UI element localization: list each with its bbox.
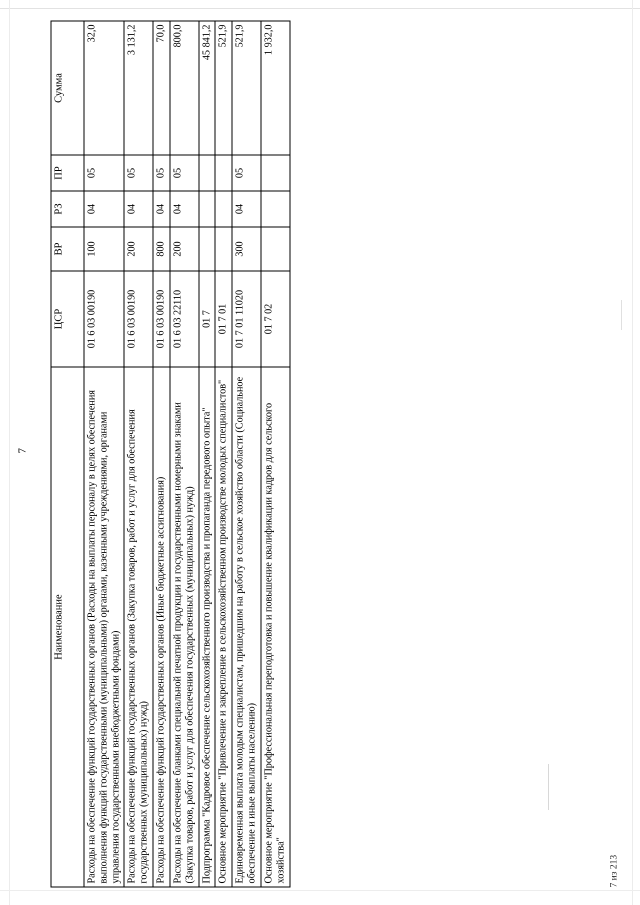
column-header-name: Наименование bbox=[51, 367, 84, 887]
table-row bbox=[153, 21, 170, 887]
column-header-csr: ЦСР bbox=[51, 271, 84, 367]
cell-pr bbox=[260, 155, 289, 191]
table-row bbox=[124, 21, 153, 887]
table-header-row bbox=[51, 21, 84, 887]
cell-sum: 521,9 bbox=[232, 21, 261, 155]
table-header bbox=[51, 21, 84, 887]
table-body bbox=[84, 21, 290, 887]
cell-vr bbox=[260, 227, 289, 271]
cell-csr: 01 7 bbox=[198, 271, 215, 367]
column-header-rz: РЗ bbox=[51, 191, 84, 227]
cell-name: Основное мероприятие "Привлечение и закрепление в сельскохозяйственном производстве молодых специалистов" bbox=[215, 367, 232, 887]
cell-pr: 05 bbox=[153, 155, 170, 191]
table-row bbox=[260, 21, 289, 887]
cell-vr: 800 bbox=[153, 227, 170, 271]
cell-vr: 300 bbox=[232, 227, 261, 271]
cell-rz: 04 bbox=[169, 191, 198, 227]
column-header-vr: ВР bbox=[51, 227, 84, 271]
cell-name: Расходы на обеспечение функций государственных органов (Закупка товаров, работ и услуг для обеспечения государственных (муниципальных) нужд) bbox=[124, 367, 153, 887]
cell-name: Подпрограмма "Кадровое обеспечение сельскохозяйственного производства и пропаганда передового опыта" bbox=[198, 367, 215, 887]
cell-vr: 200 bbox=[169, 227, 198, 271]
cell-sum: 32,0 bbox=[84, 21, 124, 155]
cell-csr: 01 6 03 00190 bbox=[124, 271, 153, 367]
cell-sum: 521,9 bbox=[215, 21, 232, 155]
cell-name: Расходы на обеспечение функций государственных органов (Иные бюджетные ассигнования) bbox=[153, 367, 170, 887]
cell-pr bbox=[198, 155, 215, 191]
cell-pr: 05 bbox=[169, 155, 198, 191]
budget-allocation-table bbox=[50, 20, 290, 887]
cell-csr: 01 7 01 bbox=[215, 271, 232, 367]
column-header-pr: ПР bbox=[51, 155, 84, 191]
cell-csr: 01 6 03 00190 bbox=[153, 271, 170, 367]
footer-page-indicator: 7 из 213 bbox=[609, 854, 619, 887]
cell-vr: 100 bbox=[84, 227, 124, 271]
cell-name: Единовременная выплата молодым специалистам, пришедшим на работу в сельское хозяйство области (Социальное обеспечение и иные выплаты населению) bbox=[232, 367, 261, 887]
cell-csr: 01 6 03 00190 bbox=[84, 271, 124, 367]
cell-vr bbox=[215, 227, 232, 271]
cell-rz bbox=[260, 191, 289, 227]
cell-name: Расходы на обеспечение функций государственных органов (Расходы на выплаты персоналу в целях обеспечения выполнения функций государственными (муниципальными) органами, казенными учреждениями, органами управления государственными внебюджетными фондами) bbox=[84, 367, 124, 887]
cell-rz: 04 bbox=[84, 191, 124, 227]
table-row bbox=[215, 21, 232, 887]
cell-name: Расходы на обеспечение бланками специальной печатной продукции и государственными номерными знаками (Закупка товаров, работ и услуг для обеспечения государственных (муниципальных) нужд) bbox=[169, 367, 198, 887]
cell-pr bbox=[215, 155, 232, 191]
table-row bbox=[169, 21, 198, 887]
cell-pr: 05 bbox=[232, 155, 261, 191]
cell-rz bbox=[198, 191, 215, 227]
page-number: 7 bbox=[16, 447, 28, 453]
cell-pr: 05 bbox=[84, 155, 124, 191]
table-row bbox=[84, 21, 124, 887]
table-row bbox=[232, 21, 261, 887]
cell-vr bbox=[198, 227, 215, 271]
cell-csr: 01 7 01 11020 bbox=[232, 271, 261, 367]
cell-sum: 45 841,2 bbox=[198, 21, 215, 155]
cell-pr: 05 bbox=[124, 155, 153, 191]
cell-sum: 3 131,2 bbox=[124, 21, 153, 155]
cell-rz: 04 bbox=[153, 191, 170, 227]
table-row bbox=[198, 21, 215, 887]
cell-rz bbox=[215, 191, 232, 227]
column-header-sum: Сумма bbox=[51, 21, 84, 155]
cell-sum: 70,0 bbox=[153, 21, 170, 155]
cell-sum: 1 932,0 bbox=[260, 21, 289, 155]
cell-rz: 04 bbox=[124, 191, 153, 227]
cell-csr: 01 7 02 bbox=[260, 271, 289, 367]
cell-rz: 04 bbox=[232, 191, 261, 227]
cell-sum: 800,0 bbox=[169, 21, 198, 155]
cell-vr: 200 bbox=[124, 227, 153, 271]
cell-csr: 01 6 03 22110 bbox=[169, 271, 198, 367]
cell-name: Основное мероприятие "Профессиональная переподготовка и повышение квалификации кадров для сельского хозяйства" bbox=[260, 367, 289, 887]
